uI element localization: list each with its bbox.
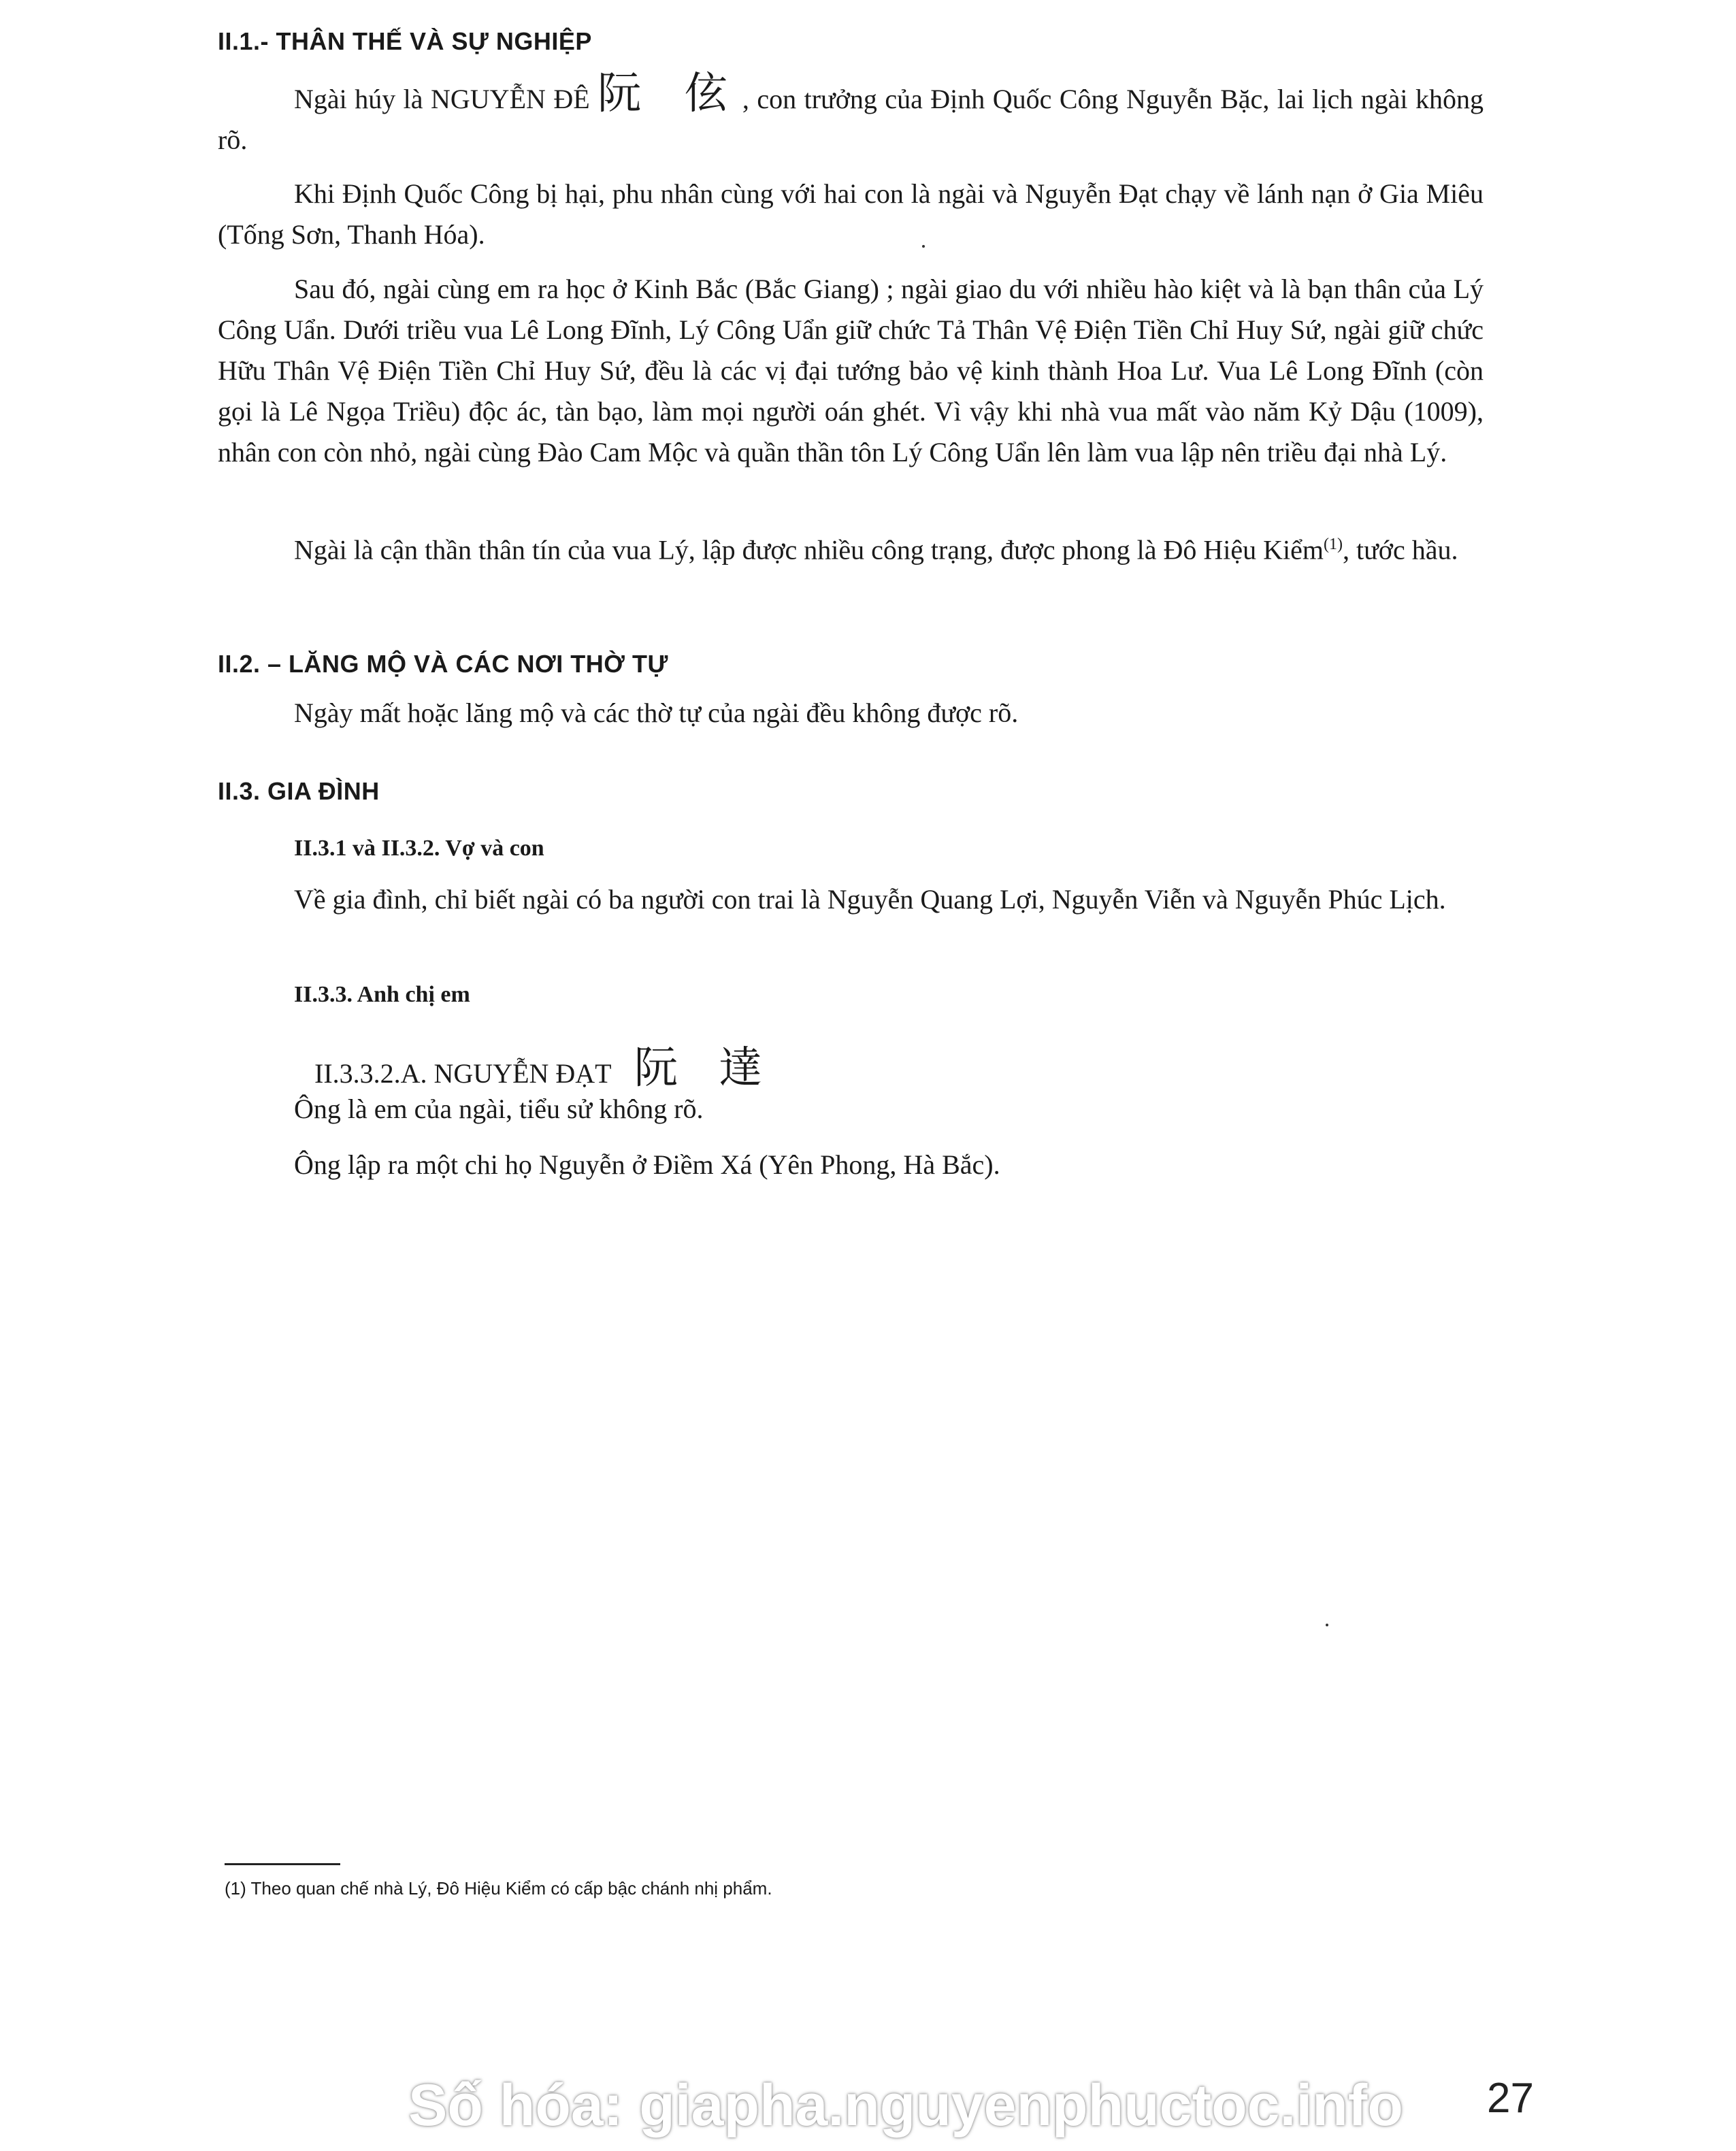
han-name-de: 阮 伭: [597, 69, 742, 119]
section-1-paragraph-4: [218, 524, 1484, 570]
han-name-dat: 阮 達: [634, 1043, 776, 1094]
page-number: 27: [1487, 2075, 1534, 2122]
section-2-paragraph: [218, 693, 1484, 734]
scan-speck: [1326, 1624, 1328, 1626]
entry-line-2: Ông lập ra một chi họ Nguyễn ở Điềm Xá (Yên Phong, Hà Bắc).: [294, 1149, 1000, 1180]
subsection-wife-children: II.3.1 và II.3.2. Vợ và con: [294, 836, 544, 861]
p4-text-after: , tước hầu.: [1343, 534, 1458, 565]
entry-line-1: Ông là em của ngài, tiểu sử không rõ.: [294, 1094, 704, 1124]
subsection-siblings: II.3.3. Anh chị em: [294, 982, 470, 1007]
entry-title: II.3.3.2.A. NGUYỄN ĐẠT: [314, 1058, 611, 1089]
section-1-heading: II.1.- THÂN THẾ VÀ SỰ NGHIỆP: [218, 27, 592, 55]
footnote-rule: [225, 1863, 340, 1865]
p3-text: Sau đó, ngài cùng em ra học ở Kinh Bắc (Bắc Giang) ; ngài giao du với nhiều hào kiệt và là bạn thân của Lý Công Uẩn. Dưới triều vua Lê Long Đĩnh, Lý Công Uẩn giữ chức Tả Thân Vệ Điện Tiền Chỉ Huy Sứ, ngài giữ chức Hữu Thân Vệ Điện Tiền Chỉ Huy Sứ, đều là các vị đại tướng bảo vệ kinh thành Hoa Lư. Vua Lê Long Đĩnh (còn gọi là Lê Ngọa Triều) độc ác, tàn bạo, làm mọi người oán ghét. Vì vậy khi nhà vua mất vào năm Kỷ Dậu (1009), nhân con còn nhỏ, ngài cùng Đào Cam Mộc và quần thần tôn Lý Công Uẩn lên làm vua lập nên triều đại nhà Lý.: [218, 274, 1484, 467]
section-2-heading: II.2. – LĂNG MỘ VÀ CÁC NƠI THỜ TỰ: [218, 650, 668, 678]
p2-text: Khi Định Quốc Công bị hại, phu nhân cùng với hai con là ngài và Nguyễn Đạt chạy về lánh nạn ở Gia Miêu (Tống Sơn, Thanh Hóa).: [218, 178, 1484, 250]
watermark: Số hóa: giapha.nguyenphuctoc.info: [408, 2073, 1403, 2138]
footnote-ref: (1): [1324, 536, 1343, 553]
section-1-paragraph-2: [218, 174, 1484, 255]
p1-text-after: , con trưởng của Định Quốc Công Nguyễn Bặc, lai lịch ngài không rõ.: [218, 84, 1484, 155]
section-1-paragraph-3: [218, 269, 1484, 473]
family-text: Về gia đình, chỉ biết ngài có ba người con trai là Nguyễn Quang Lợi, Nguyễn Viễn và Nguyễn Phúc Lịch.: [294, 884, 1446, 915]
scan-speck: [922, 245, 925, 248]
p1-text-before: Ngài húy là NGUYỄN ĐÊ: [294, 84, 590, 114]
section-2-text: Ngày mất hoặc lăng mộ và các thờ tự của ngài đều không được rõ.: [294, 697, 1019, 728]
p4-text-before: Ngài là cận thần thân tín của vua Lý, lập được nhiều công trạng, được phong là Đô Hiệu Kiểm: [294, 534, 1324, 565]
entry-nguyen-dat: [314, 1033, 776, 1096]
section-1-paragraph-1: [218, 69, 1484, 161]
footnote: (1) Theo quan chế nhà Lý, Đô Hiệu Kiểm có cấp bậc chánh nhị phẩm.: [225, 1878, 772, 1899]
section-3-heading: II.3. GIA ĐÌNH: [218, 777, 380, 805]
section-3-paragraph: [218, 879, 1484, 920]
